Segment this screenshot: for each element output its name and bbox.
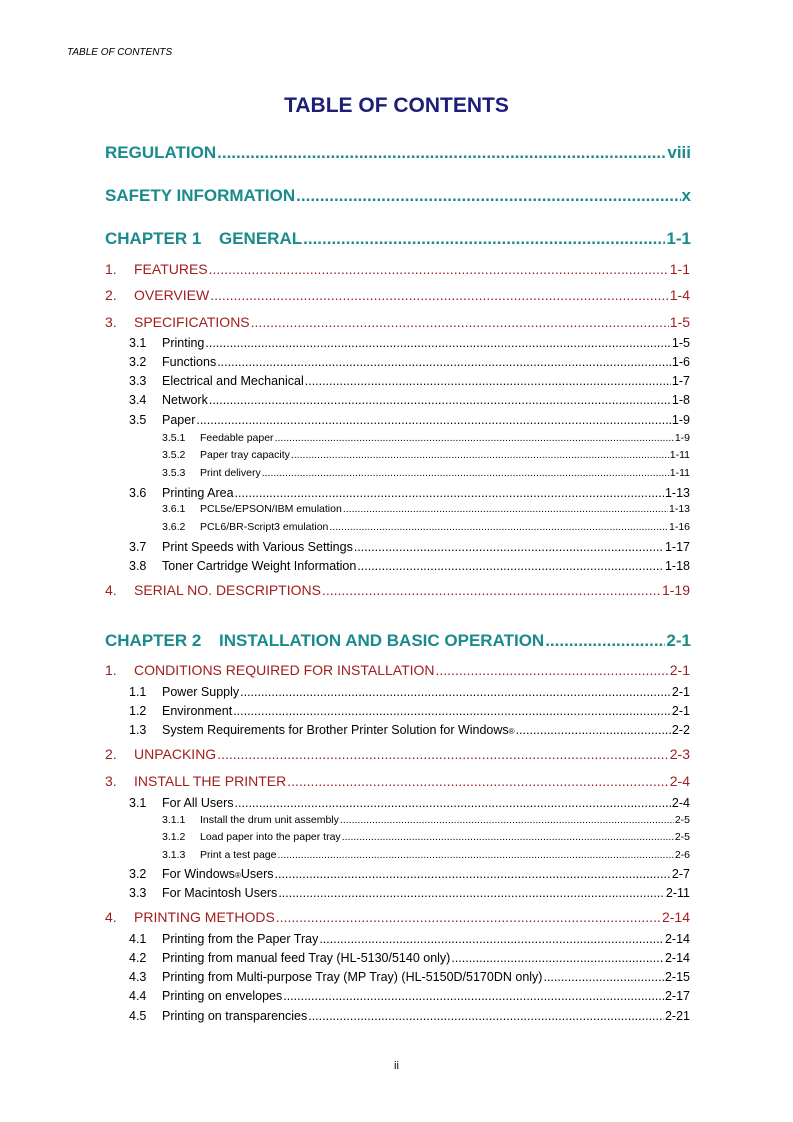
toc-entry[interactable] bbox=[129, 393, 690, 407]
toc-entry-number: 3. bbox=[105, 314, 117, 330]
toc-entry-title: Power Supply bbox=[162, 685, 240, 699]
toc-entry-number: 4.5 bbox=[129, 1009, 147, 1023]
toc-entry-number: 3.1 bbox=[129, 336, 147, 350]
toc-entry[interactable] bbox=[129, 540, 690, 554]
toc-entry-title: UNPACKING bbox=[134, 746, 217, 762]
toc-entry-page: 2-1 bbox=[671, 704, 690, 718]
toc-entry-page: 2-1 bbox=[666, 631, 691, 650]
toc-entry-page: 2-17 bbox=[664, 989, 690, 1003]
toc-entry[interactable] bbox=[105, 662, 690, 678]
toc-entry[interactable] bbox=[105, 143, 691, 163]
dot-leader bbox=[251, 314, 669, 330]
toc-entry[interactable] bbox=[105, 229, 691, 249]
toc-entry-title: Printing from manual feed Tray (HL-5130/5140 only) bbox=[162, 951, 451, 965]
dot-leader bbox=[235, 486, 664, 500]
toc-entry[interactable] bbox=[105, 186, 691, 206]
toc-entry-number: 3.5.3 bbox=[162, 467, 186, 479]
toc-entry[interactable] bbox=[129, 374, 690, 388]
toc-entry-number: 1.2 bbox=[129, 704, 147, 718]
toc-entry-page: 1-5 bbox=[671, 336, 690, 350]
dot-leader bbox=[322, 582, 661, 598]
toc-entry-number: 4.2 bbox=[129, 951, 147, 965]
toc-entry-page: 1-11 bbox=[669, 449, 690, 461]
toc-entry-title: PRINTING METHODS bbox=[134, 909, 275, 925]
page-title: TABLE OF CONTENTS bbox=[284, 94, 509, 117]
dot-leader bbox=[275, 867, 671, 881]
dot-leader bbox=[205, 336, 671, 350]
dot-leader bbox=[436, 662, 669, 678]
toc-entry[interactable] bbox=[162, 449, 690, 461]
dot-leader bbox=[278, 886, 665, 900]
toc-entry[interactable] bbox=[129, 970, 690, 984]
toc-entry-page: 1-8 bbox=[671, 393, 690, 407]
dot-leader bbox=[357, 559, 664, 573]
toc-entry[interactable] bbox=[105, 746, 690, 762]
toc-entry-title: Printing from Multi-purpose Tray (MP Tray) (HL-5150D/5170DN only) bbox=[162, 970, 543, 984]
toc-entry-number: 3.2 bbox=[129, 355, 147, 369]
toc-entry-number: 3.6.2 bbox=[162, 521, 186, 533]
toc-entry-number: 3.4 bbox=[129, 393, 147, 407]
toc-entry-title: For Macintosh Users bbox=[162, 886, 278, 900]
toc-entry-number: 4.3 bbox=[129, 970, 147, 984]
toc-entry[interactable] bbox=[162, 831, 690, 843]
dot-leader bbox=[196, 413, 671, 427]
toc-entry-number: 3.1 bbox=[129, 796, 147, 810]
dot-leader bbox=[287, 773, 669, 789]
toc-entry[interactable] bbox=[129, 559, 690, 573]
toc-entry-page: 2-3 bbox=[669, 746, 690, 762]
toc-entry-number: 3. bbox=[105, 773, 117, 789]
dot-leader bbox=[240, 685, 671, 699]
toc-entry-number: 3.2 bbox=[129, 867, 147, 881]
toc-entry-number: 3.1.2 bbox=[162, 831, 186, 843]
toc-entry-title: Print Speeds with Various Settings bbox=[162, 540, 353, 554]
toc-entry-page: 2-21 bbox=[664, 1009, 690, 1023]
dot-leader bbox=[516, 723, 671, 737]
dot-leader bbox=[275, 432, 674, 444]
toc-entry-number: 3.3 bbox=[129, 374, 147, 388]
toc-entry[interactable] bbox=[129, 336, 690, 350]
dot-leader bbox=[340, 814, 674, 826]
toc-entry-title: REGULATION bbox=[105, 143, 217, 162]
toc-entry[interactable] bbox=[105, 314, 690, 330]
dot-leader bbox=[303, 229, 665, 249]
dot-leader bbox=[543, 970, 664, 984]
dot-leader bbox=[451, 951, 664, 965]
dot-leader bbox=[343, 503, 668, 515]
toc-entry-page: 1-18 bbox=[664, 559, 690, 573]
toc-entry[interactable] bbox=[129, 886, 690, 900]
toc-entry[interactable] bbox=[129, 685, 690, 699]
dot-leader bbox=[342, 831, 674, 843]
toc-entry-title: OVERVIEW bbox=[134, 287, 210, 303]
toc-entry-number: 2. bbox=[105, 746, 117, 762]
toc-entry-number: 1. bbox=[105, 261, 117, 277]
dot-leader bbox=[545, 631, 665, 651]
dot-leader bbox=[262, 467, 669, 479]
toc-entry-page: 1-5 bbox=[669, 314, 690, 330]
toc-entry-page: 1-11 bbox=[669, 467, 690, 479]
toc-entry[interactable] bbox=[129, 704, 690, 718]
toc-entry[interactable] bbox=[105, 261, 690, 277]
toc-entry-page: 2-7 bbox=[671, 867, 690, 881]
dot-leader bbox=[277, 849, 673, 861]
toc-entry-page: 2-4 bbox=[669, 773, 690, 789]
toc-entry-page: 1-9 bbox=[671, 413, 690, 427]
toc-entry[interactable] bbox=[162, 849, 690, 861]
toc-entry-page: 1-1 bbox=[669, 261, 690, 277]
toc-entry-title: Functions bbox=[162, 355, 217, 369]
toc-entry-number: 3.7 bbox=[129, 540, 147, 554]
dot-leader bbox=[233, 704, 671, 718]
toc-entry-page: 1-17 bbox=[664, 540, 690, 554]
toc-entry-title: Print a test page bbox=[200, 849, 277, 861]
toc-entry-number: 3.6.1 bbox=[162, 503, 186, 515]
toc-entry-page: 1-7 bbox=[671, 374, 690, 388]
toc-entry-title: Toner Cartridge Weight Information bbox=[162, 559, 357, 573]
toc-entry-page: 2-6 bbox=[674, 849, 690, 861]
toc-entry-page: x bbox=[681, 186, 691, 205]
toc-entry-page: 1-4 bbox=[669, 287, 690, 303]
toc-entry[interactable] bbox=[162, 467, 690, 479]
toc-entry-title: Load paper into the paper tray bbox=[200, 831, 341, 843]
page-number: ii bbox=[394, 1060, 399, 1072]
toc-entry-title: Printing on transparencies bbox=[162, 1009, 308, 1023]
toc-entry-page: 2-4 bbox=[671, 796, 690, 810]
toc-entry[interactable] bbox=[129, 951, 690, 965]
toc-entry-number: 3.1.3 bbox=[162, 849, 186, 861]
toc-entry-title: CONDITIONS REQUIRED FOR INSTALLATION bbox=[134, 662, 435, 678]
toc-entry[interactable] bbox=[129, 796, 690, 810]
dot-leader bbox=[329, 521, 668, 533]
toc-entry[interactable] bbox=[162, 503, 690, 515]
toc-entry-number: 1.3 bbox=[129, 723, 147, 737]
toc-entry-page: 2-14 bbox=[664, 951, 690, 965]
toc-entry-page: 1-13 bbox=[664, 486, 690, 500]
dot-leader bbox=[276, 909, 661, 925]
toc-entry[interactable] bbox=[162, 521, 690, 533]
toc-entry-page: viii bbox=[667, 143, 691, 162]
dot-leader bbox=[283, 989, 664, 1003]
toc-entry[interactable] bbox=[105, 287, 690, 303]
toc-entry-number: CHAPTER 1 bbox=[105, 229, 202, 248]
dot-leader bbox=[209, 393, 671, 407]
toc-entry[interactable] bbox=[129, 486, 690, 500]
dot-leader bbox=[296, 186, 680, 206]
toc-entry-number: 4. bbox=[105, 909, 117, 925]
toc-entry-number: 1.1 bbox=[129, 685, 147, 699]
toc-entry-title: System Requirements for Brother Printer Solution for Windows bbox=[162, 723, 509, 737]
toc-entry-number: 3.3 bbox=[129, 886, 147, 900]
toc-entry-title: INSTALL THE PRINTER bbox=[134, 773, 287, 789]
toc-entry-page: 1-13 bbox=[668, 503, 690, 515]
toc-entry-number: 3.6 bbox=[129, 486, 147, 500]
toc-entry[interactable]: 1.3 System Requirements for Brother Printer Solution for Windows ® ..... 2-2 bbox=[129, 723, 690, 737]
toc-entry-title: Printing on envelopes bbox=[162, 989, 283, 1003]
toc-entry-title: SAFETY INFORMATION bbox=[105, 186, 296, 205]
dot-leader bbox=[291, 449, 669, 461]
dot-leader bbox=[217, 355, 671, 369]
toc-entry-page: 2-14 bbox=[664, 932, 690, 946]
toc-entry-number: 3.5.1 bbox=[162, 432, 186, 444]
toc-entry-title: Paper tray capacity bbox=[200, 449, 290, 461]
toc-entry-page: 1-6 bbox=[671, 355, 690, 369]
toc-entry-page: 2-14 bbox=[661, 909, 690, 925]
dot-leader bbox=[210, 287, 669, 303]
toc-entry-title: Network bbox=[162, 393, 208, 407]
toc-entry-number: 3.8 bbox=[129, 559, 147, 573]
toc-entry[interactable] bbox=[162, 432, 690, 444]
toc-entry-number: 4.1 bbox=[129, 932, 147, 946]
toc-entry-title: For Windows bbox=[162, 867, 235, 881]
toc-entry[interactable] bbox=[162, 814, 690, 826]
toc-entry[interactable] bbox=[129, 989, 690, 1003]
toc-entry-title: SPECIFICATIONS bbox=[134, 314, 250, 330]
dot-leader bbox=[209, 261, 669, 277]
toc-entry-page: 1-1 bbox=[666, 229, 691, 248]
dot-leader bbox=[354, 540, 664, 554]
toc-entry[interactable] bbox=[129, 932, 690, 946]
toc-entry-page: 2-15 bbox=[664, 970, 690, 984]
toc-entry-title: INSTALLATION AND BASIC OPERATION bbox=[219, 631, 545, 650]
dot-leader bbox=[217, 143, 666, 163]
toc-entry[interactable]: 3.2 For Windows ® Users ..... 2-7 bbox=[129, 867, 690, 881]
toc-entry-page: 1-16 bbox=[668, 521, 690, 533]
toc-entry-number: CHAPTER 2 bbox=[105, 631, 202, 650]
dot-leader bbox=[217, 746, 669, 762]
toc-entry-number: 3.5 bbox=[129, 413, 147, 427]
toc-entry-page: 2-1 bbox=[669, 662, 690, 678]
toc-entry-title: Print delivery bbox=[200, 467, 261, 479]
toc-entry-number: 4. bbox=[105, 582, 117, 598]
toc-entry[interactable] bbox=[129, 1009, 690, 1023]
toc-entry-title: FEATURES bbox=[134, 261, 208, 277]
toc-entry[interactable] bbox=[129, 413, 690, 427]
toc-entry[interactable] bbox=[105, 582, 690, 598]
toc-entry[interactable] bbox=[105, 773, 690, 789]
toc-entry-number: 2. bbox=[105, 287, 117, 303]
running-header: TABLE OF CONTENTS bbox=[67, 47, 173, 58]
toc-entry[interactable] bbox=[129, 355, 690, 369]
toc-entry-page: 1-9 bbox=[674, 432, 690, 444]
toc-entry-title: Paper bbox=[162, 413, 196, 427]
toc-entry-title: Printing Area bbox=[162, 486, 234, 500]
toc-entry-number: 3.1.1 bbox=[162, 814, 186, 826]
toc-entry-title: Printing from the Paper Tray bbox=[162, 932, 319, 946]
toc-entry-title: GENERAL bbox=[219, 229, 303, 248]
toc-entry-title: Environment bbox=[162, 704, 233, 718]
toc-entry-page: 2-1 bbox=[671, 685, 690, 699]
toc-entry-title: Printing bbox=[162, 336, 205, 350]
toc-entry-title: Feedable paper bbox=[200, 432, 274, 444]
dot-leader bbox=[235, 796, 671, 810]
toc-entry-page: 2-2 bbox=[671, 723, 690, 737]
toc-entry-page: 2-5 bbox=[674, 831, 690, 843]
dot-leader bbox=[305, 374, 671, 388]
toc-entry-number: 4.4 bbox=[129, 989, 147, 1003]
toc-entry-number: 1. bbox=[105, 662, 117, 678]
dot-leader bbox=[319, 932, 664, 946]
dot-leader bbox=[308, 1009, 664, 1023]
toc-entry-page: 2-5 bbox=[674, 814, 690, 826]
toc-entry-title: SERIAL NO. DESCRIPTIONS bbox=[134, 582, 321, 598]
toc-entry-title-tail: Users bbox=[240, 867, 274, 881]
toc-entry-page: 1-19 bbox=[661, 582, 690, 598]
toc-entry[interactable] bbox=[105, 631, 691, 651]
toc-entry-title: PCL5e/EPSON/IBM emulation bbox=[200, 503, 342, 515]
toc-entry-page: 2-11 bbox=[665, 886, 690, 900]
toc-entry-number: 3.5.2 bbox=[162, 449, 186, 461]
toc-entry-title: PCL6/BR-Script3 emulation bbox=[200, 521, 329, 533]
toc-entry-title: Install the drum unit assembly bbox=[200, 814, 339, 826]
toc-entry-title: Electrical and Mechanical bbox=[162, 374, 304, 388]
toc-entry-title: For All Users bbox=[162, 796, 234, 810]
toc-entry[interactable] bbox=[105, 909, 690, 925]
